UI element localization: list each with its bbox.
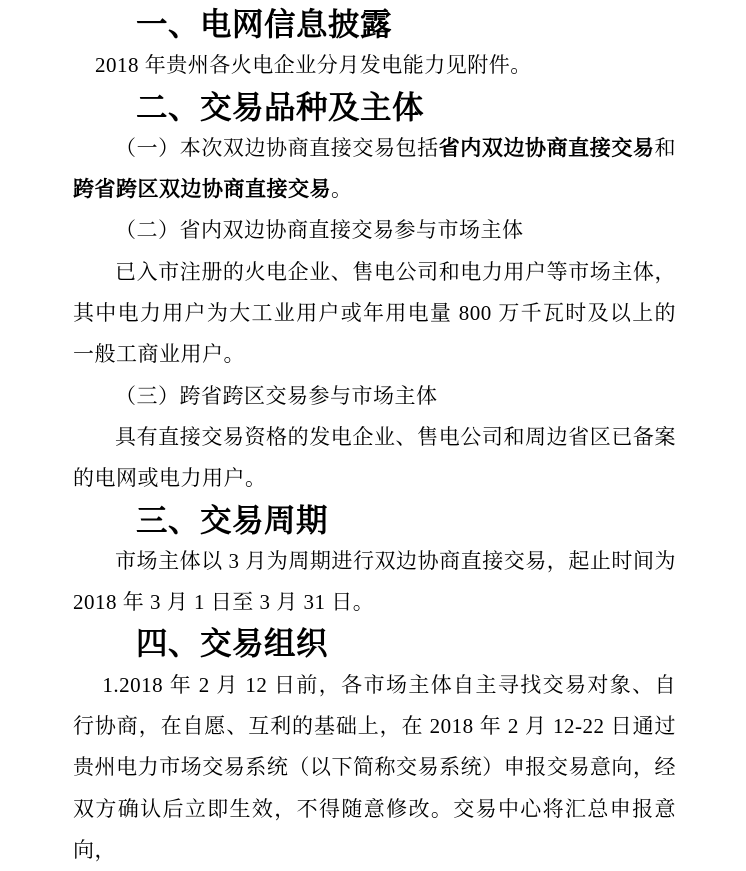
- paragraph-intra-province-participants-title: （二）省内双边协商直接交易参与市场主体: [115, 218, 524, 243]
- heading-trade-organization: 四、交易组织: [136, 626, 329, 662]
- paragraph-trade-period-detail: 市场主体以 3 月为周期进行双边协商直接交易，起止时间为 2018 年 3 月 1 日至 3 月 31 日。: [73, 548, 676, 615]
- heading-grid-info-disclosure: 一、电网信息披露: [136, 7, 393, 42]
- text-run-bold-cross-province: 跨省跨区双边协商直接交易: [73, 177, 331, 202]
- heading-trade-period: 三、交易周期: [136, 502, 329, 538]
- paragraph-cross-province-participants-detail: 具有直接交易资格的发电企业、售电公司和周边省区已备案的电网或电力用户。: [73, 424, 676, 491]
- paragraph-intra-province-participants-detail: 已入市注册的火电企业、售电公司和电力用户等市场主体，其中电力用户为大工业用户或年用电量 800 万千瓦时及以上的一般工商业用户。: [73, 259, 676, 367]
- paragraph-trade-types: [73, 128, 676, 211]
- paragraph-trade-organization-item1: 1.2018 年 2 月 12 日前，各市场主体自主寻找交易对象、自行协商，在自愿、互利的基础上，在 2018 年 2 月 12-22 日通过贵州电力市场交易系统（以下简称交易系统）申报交易意向，经双方确认后立即生效，不得随意修改。交易中心将汇总申报意向，: [73, 672, 676, 862]
- text-run-bold-intra-province: 省内双边协商直接交易: [438, 135, 655, 160]
- text-run: （一）本次双边协商直接交易包括: [115, 135, 439, 160]
- heading-trade-varieties-subjects: 二、交易品种及主体: [136, 89, 425, 125]
- text-run: 和: [654, 135, 677, 160]
- text-run: 。: [331, 177, 353, 202]
- paragraph-generation-capacity: 2018 年贵州各火电企业分月发电能力见附件。: [95, 53, 532, 78]
- paragraph-cross-province-participants-title: （三）跨省跨区交易参与市场主体: [115, 383, 438, 408]
